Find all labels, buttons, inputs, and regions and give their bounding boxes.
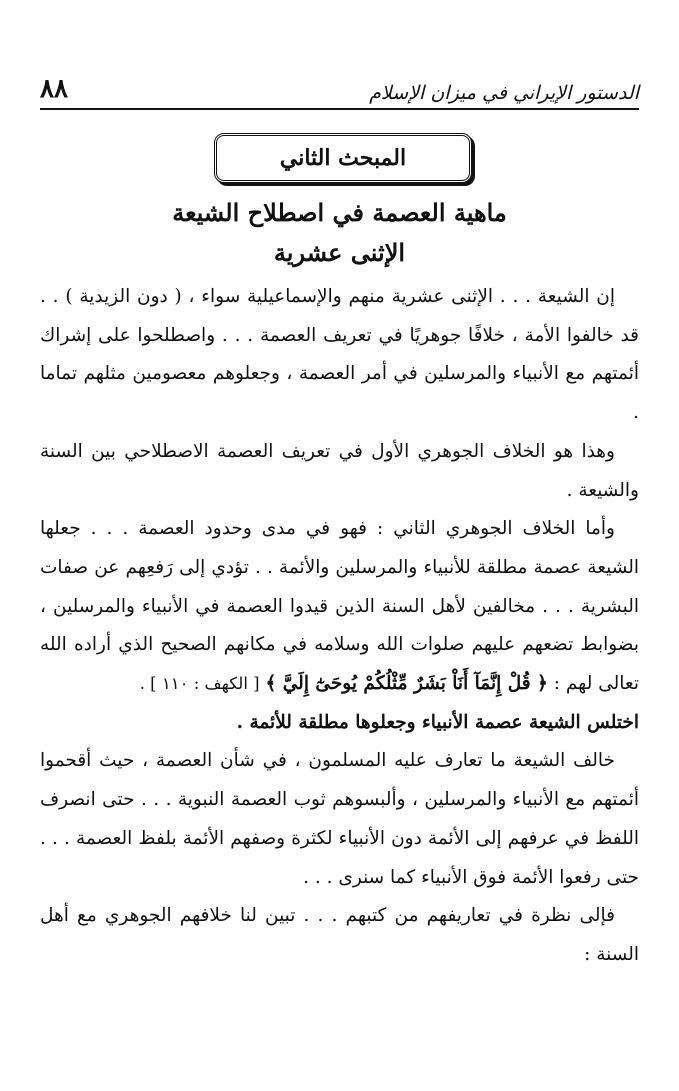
paragraph-4: خالف الشيعة ما تعارف عليه المسلمون ، في شأن العصمة ، حيث أقحموا أئمتهم مع الأنبياء والمرسلين ، وألبسوهم ثوب العصمة النبوية . . . حتى انصرف اللفظ في عرفهم إلى الأئمة دون الأنبياء لكثرة وصفهم الأئمة بلفظ العصمة . . . حتى رفعوا الأئمة فوق الأنبياء كما سنرى . . . [40, 750, 639, 888]
paragraph-3 [40, 510, 639, 704]
book-title: الدستور الإيراني في ميزان الإسلام [369, 82, 639, 104]
verse-citation: [ الكهف : ١١٠ ] . [139, 674, 260, 694]
section-label-box [214, 133, 472, 183]
paragraph-2: وهذا هو الخلاف الجوهري الأول في تعريف العصمة الاصطلاحي بين السنة والشيعة . [40, 440, 639, 501]
chapter-title-line-2: الإثنى عشرية [273, 238, 406, 267]
page-number: ٨٨ [40, 74, 68, 104]
paragraph-5: فإلى نظرة في تعاريفهم من كتبهم . . . تبين لنا خلافهم الجوهري مع أهل السنة : [40, 905, 639, 965]
subheading: اختلس الشيعة عصمة الأنبياء وجعلوها مطلقة للأئمة . [236, 711, 639, 733]
paragraph-1: إن الشيعة . . . الإثنى عشرية منهم والإسماعيلية سواء ، ( دون الزيدية ) . . قد خالفوا الأمة ، خلافًا جوهريًا في تعريف العصمة . . . واصطلحوا على إشراك أئمتهم مع الأنبياء والمرسلين في أمر العصمة ، وجعلوهم معصومين مثلهم تماما . [40, 286, 639, 424]
chapter-title-line-1: ماهية العصمة في اصطلاح الشيعة [172, 198, 507, 227]
running-header [40, 66, 639, 110]
paragraph-3-text: وأما الخلاف الجوهري الثاني : فهو في مدى وحدود العصمة . . . جعلها الشيعة عصمة مطلقة للأنبياء والمرسلين والأئمة . . تؤدي إلى رَفعِهم عن صفات البشرية . . . مخالفين لأهل السنة الذين قيدوا العصمة في الأنبياء والمرسلين ، بضوابط تضعهم عليهم صلوات الله وسلامه في مكانهم الصحيح الذي أراده الله تعالى لهم : [40, 518, 639, 695]
body-text [40, 278, 639, 975]
section-label: المبحث الثاني [279, 145, 407, 171]
quran-verse: ﴿ قُلْ إِنَّمَآ أَنَاْ بَشَرٌ مِّثْلُكُمْ يُوحَىٰٓ إِلَيَّ ﴾ [265, 673, 548, 695]
